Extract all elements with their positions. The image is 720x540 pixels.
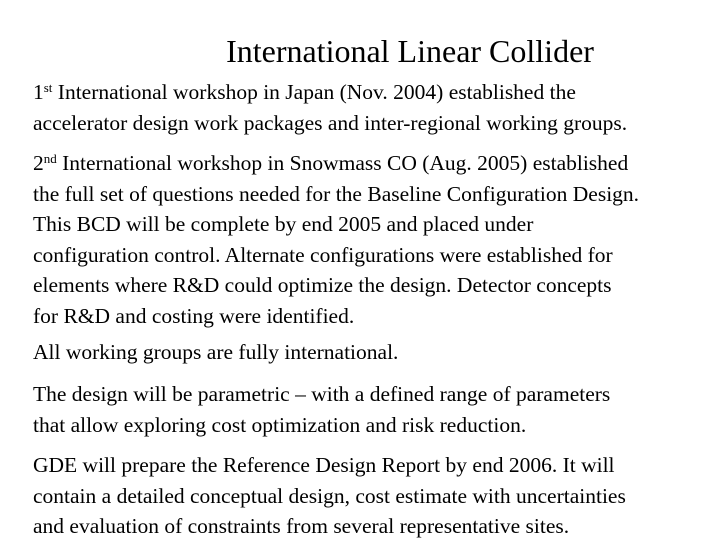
- paragraph-reference-design-report: [33, 450, 713, 540]
- slide-title: International Linear Collider: [226, 33, 594, 69]
- text-line: accelerator design work packages and inter-regional working groups.: [33, 110, 628, 135]
- paragraph-first-workshop: [33, 77, 713, 138]
- ordinal-suffix: st: [43, 80, 53, 95]
- text-line: the full set of questions needed for the Baseline Configuration Design.: [33, 181, 640, 206]
- text-line: All working groups are fully international.: [33, 340, 399, 364]
- text-line: that allow exploring cost optimization and risk reduction.: [33, 412, 527, 437]
- text-line: [33, 77, 713, 108]
- text-line: The design will be parametric – with a defined range of parameters: [33, 382, 611, 406]
- ordinal-suffix: nd: [43, 151, 57, 166]
- text-line: for R&D and costing were identified.: [33, 303, 355, 328]
- line-text: International workshop in Japan (Nov. 2004) established the: [52, 80, 576, 104]
- paragraph-parametric-design: [33, 379, 713, 440]
- text-line: This BCD will be complete by end 2005 and placed under: [33, 212, 534, 236]
- text-line: configuration control. Alternate configurations were established for: [33, 242, 613, 267]
- line-text: International workshop in Snowmass CO (Aug. 2005) established: [56, 151, 629, 175]
- text-line: and evaluation of constraints from several representative sites.: [33, 514, 570, 538]
- text-line: GDE will prepare the Reference Design Report by end 2006. It will: [33, 453, 615, 477]
- text-line: elements where R&D could optimize the design. Detector concepts: [33, 273, 612, 297]
- text-line: contain a detailed conceptual design, cost estimate with uncertainties: [33, 483, 626, 508]
- ordinal-number: 2: [33, 151, 44, 175]
- ordinal-number: 1: [33, 80, 44, 104]
- paragraph-working-groups: [33, 337, 713, 368]
- paragraph-second-workshop: [33, 148, 713, 331]
- text-line: [33, 148, 713, 179]
